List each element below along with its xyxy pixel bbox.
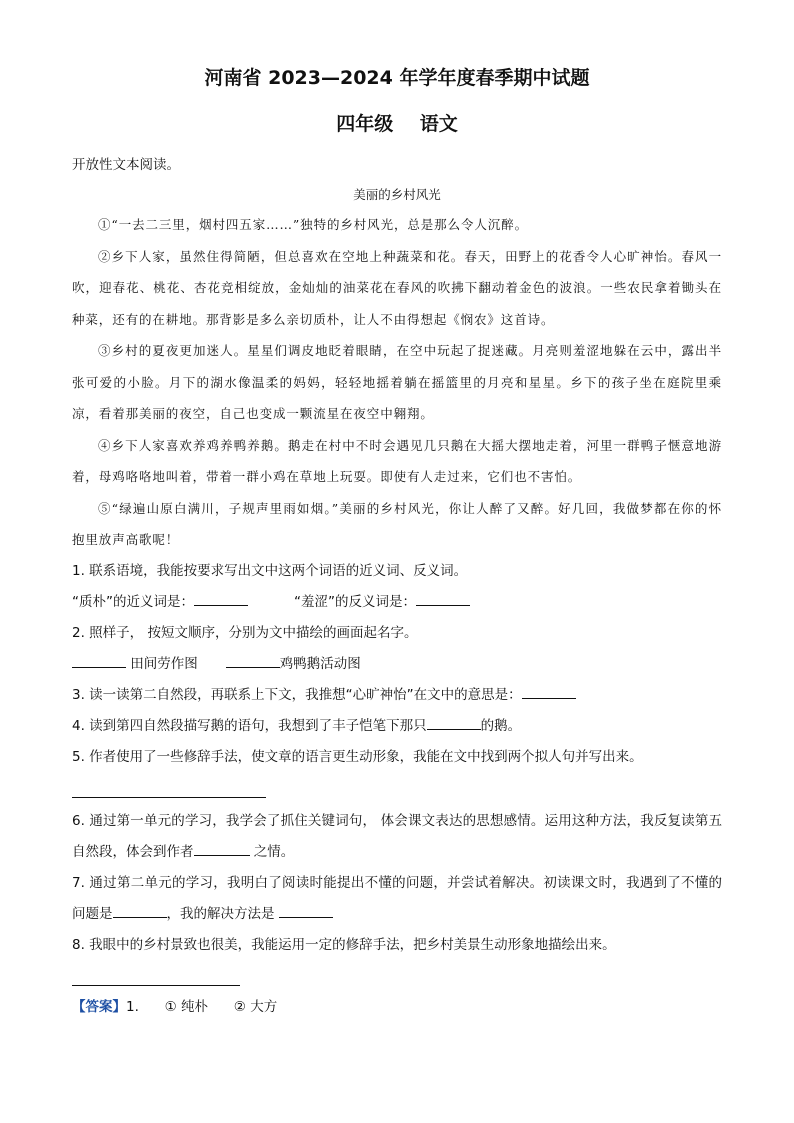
q8-answer-line[interactable] bbox=[72, 961, 240, 986]
q6-blank[interactable] bbox=[194, 841, 250, 856]
exam-page bbox=[72, 62, 722, 1023]
passage-title: 美丽的乡村风光 bbox=[353, 187, 441, 202]
q1-antonym-prompt: “羞涩”的反义词是： bbox=[294, 593, 416, 610]
question-4 bbox=[72, 711, 722, 742]
q2-example-2: 鸡鸭鹅活动图 bbox=[279, 655, 361, 672]
q2-example-1: 田间劳作图 bbox=[130, 655, 198, 672]
answer-number: 1. bbox=[126, 998, 139, 1015]
q6-text-before: 6. 通过第一单元的学习，我学会了抓住关键词句， 体会课文表达的思想感情。运用这种方法，我反复读第五自然段，体会到作者 bbox=[72, 812, 722, 860]
answer-line bbox=[72, 992, 722, 1023]
answer-item-2: ② 大方 bbox=[233, 998, 278, 1015]
q7-text-before: 7. 通过第二单元的学习，我明白了阅读时能提出不懂的问题，并尝试着解决。初读课文时，我遇到了不懂的问题是 bbox=[72, 874, 722, 922]
passage-paragraph-4: ④乡下人家喜欢养鸡养鸭养鹅。鹅走在村中不时会遇见几只鹅在大摇大摆地走着，河里一群鸭子惬意地游着，母鸡咯咯地叫着，带着一群小鸡在草地上玩耍。即使有人走过来，它们也不害怕。 bbox=[72, 437, 722, 484]
answer-tag: 【答案】 bbox=[72, 998, 126, 1015]
q6-text-after: 之情。 bbox=[249, 843, 295, 860]
question-6 bbox=[72, 806, 722, 868]
q2-blank-1[interactable] bbox=[72, 653, 126, 668]
passage-paragraph-2: ②乡下人家，虽然住得简陋，但总喜欢在空地上种蔬菜和花。春天，田野上的花香令人心旷神怡。春风一吹，迎春花、桃花、杏花竞相绽放，金灿灿的油菜花在春风的吹拂下翻动着金色的波浪。一些农民拿着锄头在种菜，还有的在耕地。那背影是多么亲切质朴，让人不由得想起《悯农》这首诗。 bbox=[72, 248, 722, 327]
question-3 bbox=[72, 680, 722, 711]
q3-text: 3. 读一读第二自然段，再联系上下文，我推想“心旷神怡”在文中的意思是： bbox=[72, 686, 522, 703]
question-8: 8. 我眼中的乡村景致也很美，我能运用一定的修辞手法，把乡村美景生动形象地描绘出来。 bbox=[72, 936, 616, 953]
q7-question-blank[interactable] bbox=[113, 903, 167, 918]
question-5: 5. 作者使用了一些修辞手法，使文章的语言更生动形象，我能在文中找到两个拟人句并写出来。 bbox=[72, 748, 643, 765]
q5-answer-line[interactable] bbox=[72, 773, 266, 798]
q7-text-middle: ，我的解决方法是 bbox=[166, 905, 279, 922]
exam-title: 河南省 2023—2024 年学年度春季期中试题 bbox=[204, 67, 590, 89]
exam-subtitle: 四年级 语文 bbox=[336, 113, 458, 135]
question-1: 1. 联系语境，我能按要求写出文中这两个词语的近义词、反义词。 bbox=[72, 562, 468, 579]
answer-item-1: ① 纯朴 bbox=[164, 998, 209, 1015]
question-7 bbox=[72, 868, 722, 930]
passage-paragraph-5: ⑤“绿遍山原白满川，子规声里雨如烟。”美丽的乡村风光，你让人醉了又醉。好几回，我做梦都在你的怀抱里放声高歌呢！ bbox=[72, 500, 722, 547]
section-intro: 开放性文本阅读。 bbox=[72, 157, 180, 173]
passage-paragraph-3: ③乡村的夏夜更加迷人。星星们调皮地眨着眼睛，在空中玩起了捉迷藏。月亮则羞涩地躲在云中，露出半张可爱的小脸。月下的湖水像温柔的妈妈，轻轻地摇着躺在摇篮里的月亮和星星。乡下的孩子坐在庭院里乘凉，看着那美丽的夜空，自己也变成一颗流星在夜空中翱翔。 bbox=[72, 343, 722, 421]
q3-blank[interactable] bbox=[522, 684, 576, 699]
q4-text-before: 4. 读到第四自然段描写鹅的语句，我想到了丰子恺笔下那只 bbox=[72, 717, 427, 734]
q1-antonym-blank[interactable] bbox=[416, 591, 470, 606]
q4-text-after: 的鹅。 bbox=[480, 717, 522, 734]
q2-blank-2[interactable] bbox=[226, 653, 280, 668]
q1-synonym-blank[interactable] bbox=[194, 591, 248, 606]
question-1-blanks bbox=[72, 587, 722, 618]
q1-synonym-prompt: “质朴”的近义词是： bbox=[72, 593, 194, 610]
q7-method-blank[interactable] bbox=[279, 903, 333, 918]
question-2: 2. 照样子， 按短文顺序，分别为文中描绘的画面起名字。 bbox=[72, 624, 418, 641]
q4-blank[interactable] bbox=[427, 715, 481, 730]
passage-paragraph-1: ①“一去二三里，烟村四五家……”独特的乡村风光，总是那么令人沉醉。 bbox=[98, 217, 528, 232]
question-2-blanks bbox=[72, 649, 722, 680]
